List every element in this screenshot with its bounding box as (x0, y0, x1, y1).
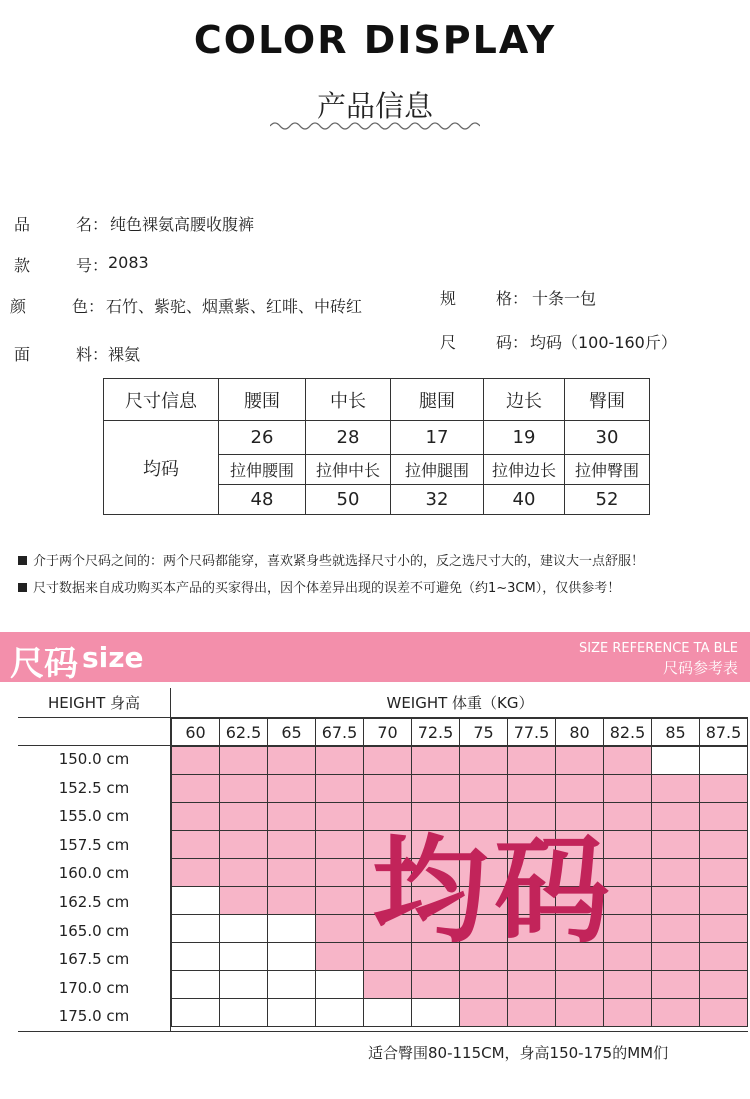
fit-cell (460, 747, 508, 775)
fit-cell (460, 971, 508, 999)
fit-cell (700, 887, 748, 915)
color-key-1: 颜 (10, 297, 27, 316)
spec-key-1: 规 (440, 289, 457, 308)
height-row-label: 160.0 cm (58, 864, 130, 883)
empty-cell (220, 971, 268, 999)
fit-cell (316, 943, 364, 971)
spec-stretch-value: 52 (565, 485, 650, 515)
weight-col-label: 72.5 (412, 719, 460, 747)
fit-cell (268, 859, 316, 887)
note-2 (18, 577, 620, 596)
color-key-2: 色： (72, 297, 105, 316)
spec-stretch-label: 拉伸腿围 (391, 455, 484, 485)
height-row-label: 150.0 cm (58, 750, 130, 768)
weight-col-label: 82.5 (604, 719, 652, 747)
material-value: 裸氨 (108, 345, 141, 364)
height-row-label: 165.0 cm (58, 921, 130, 940)
fit-cell (268, 831, 316, 859)
fit-cell (268, 803, 316, 831)
spec-value: 26 (219, 421, 306, 455)
fit-cell (700, 859, 748, 887)
color-value: 石竹、紫驼、烟熏紫、红啡、中砖红 (106, 297, 363, 316)
spec-stretch-value: 32 (391, 485, 484, 515)
spec-value: 十条一包 (532, 289, 597, 308)
fit-cell (652, 775, 700, 803)
empty-cell (316, 971, 364, 999)
spec-stretch-value: 40 (484, 485, 565, 515)
spec-col-length: 中长 (306, 379, 391, 421)
empty-cell (172, 915, 220, 943)
height-row-label: 162.5 cm (58, 893, 130, 911)
height-row-label: 175.0 cm (58, 1007, 130, 1026)
fit-cell (652, 831, 700, 859)
banner-subtitle-en: SIZE REFERENCE TA BLE (578, 641, 738, 656)
fit-cell (268, 887, 316, 915)
height-row-label: 170.0 cm (58, 978, 130, 997)
fit-cell (268, 775, 316, 803)
model-value: 2083 (108, 253, 149, 272)
weight-col-label: 85 (652, 719, 700, 747)
fit-cell (508, 747, 556, 775)
empty-cell (172, 943, 220, 971)
empty-cell (172, 999, 220, 1027)
material-key-1: 面 (14, 345, 31, 364)
fit-cell (316, 887, 364, 915)
fit-cell (172, 775, 220, 803)
fit-cell (172, 803, 220, 831)
spec-value: 17 (391, 421, 484, 455)
spec-stretch-label: 拉伸臀围 (565, 455, 650, 485)
size-key-2: 码： (496, 333, 529, 352)
name-key-1: 品 (14, 215, 31, 234)
fit-cell (316, 775, 364, 803)
fit-cell (556, 999, 604, 1027)
weight-col-label: 67.5 (316, 719, 364, 747)
note-1 (18, 550, 644, 569)
banner-subtitle-cn: 尺码参考表 (662, 659, 738, 677)
weight-col-label: 62.5 (220, 719, 268, 747)
fit-cell (268, 747, 316, 775)
height-row-label: 157.5 cm (58, 835, 130, 854)
fit-cell (460, 999, 508, 1027)
fit-cell (172, 747, 220, 775)
height-row-label: 167.5 cm (58, 950, 130, 969)
spec-value: 30 (565, 421, 650, 455)
empty-cell (412, 999, 460, 1027)
empty-cell (172, 971, 220, 999)
note-text: 介于两个尺码之间的：两个尺码都能穿，喜欢紧身些就选择尺寸小的，反之选尺寸大的，建议大一点舒服！ (33, 554, 645, 569)
spec-row-label: 均码 (104, 421, 219, 515)
section-subtitle: 产品信息 (316, 89, 433, 123)
fit-cell (172, 831, 220, 859)
spec-stretch-label: 拉伸中长 (306, 455, 391, 485)
fit-cell (652, 887, 700, 915)
spec-stretch-label: 拉伸边长 (484, 455, 565, 485)
fit-cell (220, 775, 268, 803)
empty-cell (220, 943, 268, 971)
fit-cell (700, 775, 748, 803)
fit-cell (604, 747, 652, 775)
grid-row (172, 999, 748, 1027)
grid-row (172, 971, 748, 999)
weight-row (172, 719, 748, 747)
empty-cell (172, 887, 220, 915)
spec-stretch-value: 48 (219, 485, 306, 515)
fit-cell (556, 747, 604, 775)
fit-cell (316, 831, 364, 859)
spec-col-waist: 腰围 (219, 379, 306, 421)
spec-col-hip: 臀围 (565, 379, 650, 421)
fit-cell (700, 831, 748, 859)
model-key-2: 号： (76, 256, 109, 275)
spec-value: 28 (306, 421, 391, 455)
empty-cell (652, 747, 700, 775)
weight-col-label: 77.5 (508, 719, 556, 747)
fit-cell (220, 887, 268, 915)
spec-key-2: 格： (496, 289, 529, 308)
fit-cell (700, 915, 748, 943)
fit-cell (652, 971, 700, 999)
height-header: HEIGHT 身高 (47, 694, 140, 712)
fit-cell (652, 943, 700, 971)
bullet-square-icon (18, 583, 27, 592)
weight-col-label: 65 (268, 719, 316, 747)
fit-cell (652, 915, 700, 943)
fit-footer-note: 适合臀围80-115CM，身高150-175的MM们 (368, 1044, 669, 1062)
fit-cell (700, 943, 748, 971)
fit-cell (604, 971, 652, 999)
weight-col-label: 70 (364, 719, 412, 747)
spec-col-leg: 腿围 (391, 379, 484, 421)
grid-row (172, 747, 748, 775)
fit-cell (364, 747, 412, 775)
wave-divider (270, 120, 480, 132)
fit-cell (220, 803, 268, 831)
one-size-stamp: 均码 (372, 824, 616, 959)
fit-cell (700, 971, 748, 999)
size-value: 均码（100-160斤） (530, 333, 677, 352)
empty-cell (268, 971, 316, 999)
weight-col-label: 60 (172, 719, 220, 747)
spec-col-edge: 边长 (484, 379, 565, 421)
weight-col-label: 75 (460, 719, 508, 747)
fit-cell (508, 999, 556, 1027)
fit-cell (316, 915, 364, 943)
banner-title-en: size (82, 641, 144, 674)
weight-header: WEIGHT 体重（KG） (386, 694, 534, 712)
fit-cell (172, 859, 220, 887)
grid-rule-bottom (18, 1031, 748, 1032)
empty-cell (220, 915, 268, 943)
empty-cell (268, 999, 316, 1027)
fit-cell (700, 803, 748, 831)
material-key-2: 料： (76, 345, 109, 364)
fit-cell (412, 747, 460, 775)
fit-cell (220, 747, 268, 775)
bullet-square-icon (18, 556, 27, 565)
fit-cell (316, 803, 364, 831)
fit-cell (652, 803, 700, 831)
fit-cell (508, 971, 556, 999)
weight-col-label: 87.5 (700, 719, 748, 747)
height-row-label: 152.5 cm (58, 778, 130, 797)
spec-stretch-value: 50 (306, 485, 391, 515)
fit-cell (220, 859, 268, 887)
fit-cell (556, 971, 604, 999)
fit-cell (652, 859, 700, 887)
spec-corner: 尺寸信息 (104, 379, 219, 421)
empty-cell (364, 999, 412, 1027)
spec-value: 19 (484, 421, 565, 455)
empty-cell (268, 915, 316, 943)
empty-cell (316, 999, 364, 1027)
fit-cell (316, 747, 364, 775)
fit-cell (316, 859, 364, 887)
empty-cell (220, 999, 268, 1027)
fit-cell (220, 831, 268, 859)
fit-cell (604, 999, 652, 1027)
spec-stretch-label: 拉伸腰围 (219, 455, 306, 485)
name-value: 纯色裸氨高腰收腹裤 (110, 215, 255, 234)
empty-cell (700, 747, 748, 775)
spec-table (103, 378, 650, 515)
fit-cell (652, 999, 700, 1027)
page-title: COLOR DISPLAY (193, 18, 557, 62)
note-text: 尺寸数据来自成功购买本产品的买家得出，因个体差异出现的误差不可避免（约1~3CM），仅供参考！ (33, 581, 621, 596)
size-key-1: 尺 (440, 333, 457, 352)
fit-cell (364, 971, 412, 999)
weight-col-label: 80 (556, 719, 604, 747)
banner-title-cn: 尺码 (10, 644, 78, 684)
name-key-2: 名： (76, 215, 109, 234)
empty-cell (268, 943, 316, 971)
fit-cell (412, 971, 460, 999)
fit-cell (700, 999, 748, 1027)
height-row-label: 155.0 cm (58, 807, 130, 826)
model-key-1: 款 (14, 256, 31, 275)
